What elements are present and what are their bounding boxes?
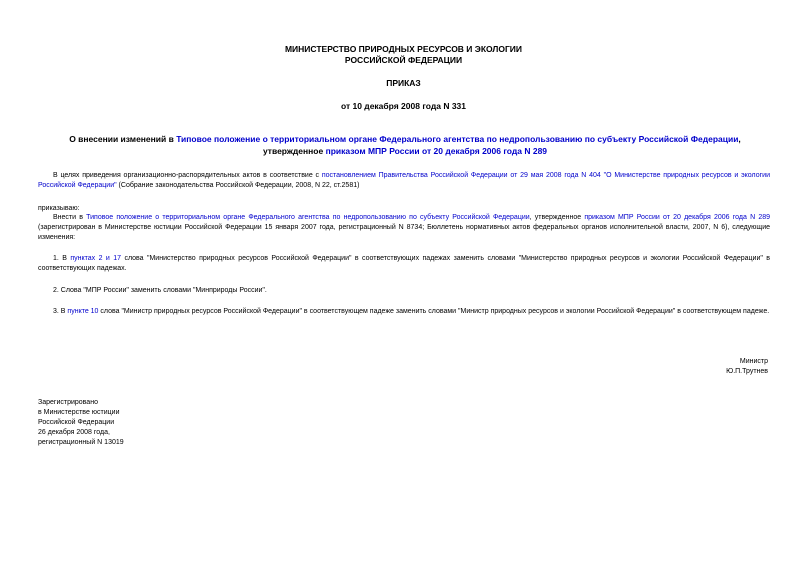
- item-1-after: слова "Министерство природных ресурсов Российской Федерации" в соответствующих падежах заменить словами "Министерство природных ресурсов и экологии Российской Федерации" в соответствующих падежах.: [38, 255, 770, 272]
- registration-block: [38, 398, 124, 448]
- orders-label: приказываю:: [38, 205, 80, 212]
- document-header: [0, 44, 807, 112]
- order-label: ПРИКАЗ: [386, 78, 421, 88]
- intro-text-before: В целях приведения организационно-распорядительных актов в соответствие с: [53, 172, 322, 179]
- signature-position: Министр: [739, 358, 768, 365]
- registration-line-5: регистрационный N 13019: [38, 439, 124, 446]
- main-paragraph: [38, 213, 770, 243]
- ministry-title-line-1: МИНИСТЕРСТВО ПРИРОДНЫХ РЕСУРСОВ И ЭКОЛОГИИ: [284, 44, 523, 54]
- item-3-link[interactable]: пункте 10: [67, 308, 99, 315]
- ministry-title: [0, 44, 807, 66]
- registration-line-1: Зарегистрировано: [38, 399, 98, 406]
- intro-decree-link[interactable]: постановлением Правительства Российской Федерации от 29 мая 2008 года N 404 "О Министерстве природных ресурсов и экологии Российской Федерации": [38, 172, 770, 189]
- item-1-before: 1. В: [53, 255, 71, 262]
- item-2-text: 2. Слова "МПР России" заменить словами "Минприроды России".: [53, 287, 267, 294]
- title-middle: , утвержденное: [262, 134, 741, 156]
- main-text-middle: , утвержденное: [529, 214, 585, 221]
- intro-text-after: (Собрание законодательства Российской Федерации, 2008, N 22, ст.2581): [116, 182, 360, 189]
- item-1-link[interactable]: пунктах 2 и 17: [70, 255, 122, 262]
- item-3-before: 3. В: [53, 308, 68, 315]
- registration-line-2: в Министерстве юстиции: [38, 409, 120, 416]
- main-text-after: (зарегистрирован в Министерстве юстиции Российской Федерации 15 января 2007 года, регистрационный N 8734; Бюллетень нормативных актов федеральных органов исполнительной власти, 2007, N 6), следующие изменения:: [38, 224, 770, 241]
- document-title: [40, 133, 770, 157]
- registration-line-3: Российской Федерации: [38, 419, 115, 426]
- registration-line-4: 26 декабря 2008 года,: [38, 429, 110, 436]
- list-item: [38, 254, 770, 274]
- list-item: [38, 286, 770, 296]
- signature-block: [726, 357, 768, 377]
- main-regulation-link[interactable]: Типовое положение о территориальном органе Федерального агентства по недропользованию по субъекту Российской Федерации: [86, 214, 530, 221]
- title-order-link[interactable]: приказом МПР России от 20 декабря 2006 года N 289: [325, 146, 548, 156]
- title-prefix: О внесении изменений в: [69, 134, 177, 144]
- intro-paragraph: [38, 171, 770, 191]
- item-3-after: слова "Министр природных ресурсов Российской Федерации" в соответствующем падеже заменить словами "Министр природных ресурсов и экологии Российской Федерации" в соответствующем падеже.: [98, 308, 770, 315]
- order-date: от 10 декабря 2008 года N 331: [340, 101, 467, 111]
- ministry-title-line-2: РОССИЙСКОЙ ФЕДЕРАЦИИ: [344, 55, 463, 65]
- main-order-link[interactable]: приказом МПР России от 20 декабря 2006 года N 289: [584, 214, 770, 221]
- title-regulation-link[interactable]: Типовое положение о территориальном органе Федерального агентства по недропользованию по субъекту Российской Федерации: [176, 134, 739, 144]
- main-text-before: Внести в: [53, 214, 87, 221]
- signature-name: Ю.П.Трутнев: [726, 368, 768, 375]
- list-item: [38, 307, 770, 317]
